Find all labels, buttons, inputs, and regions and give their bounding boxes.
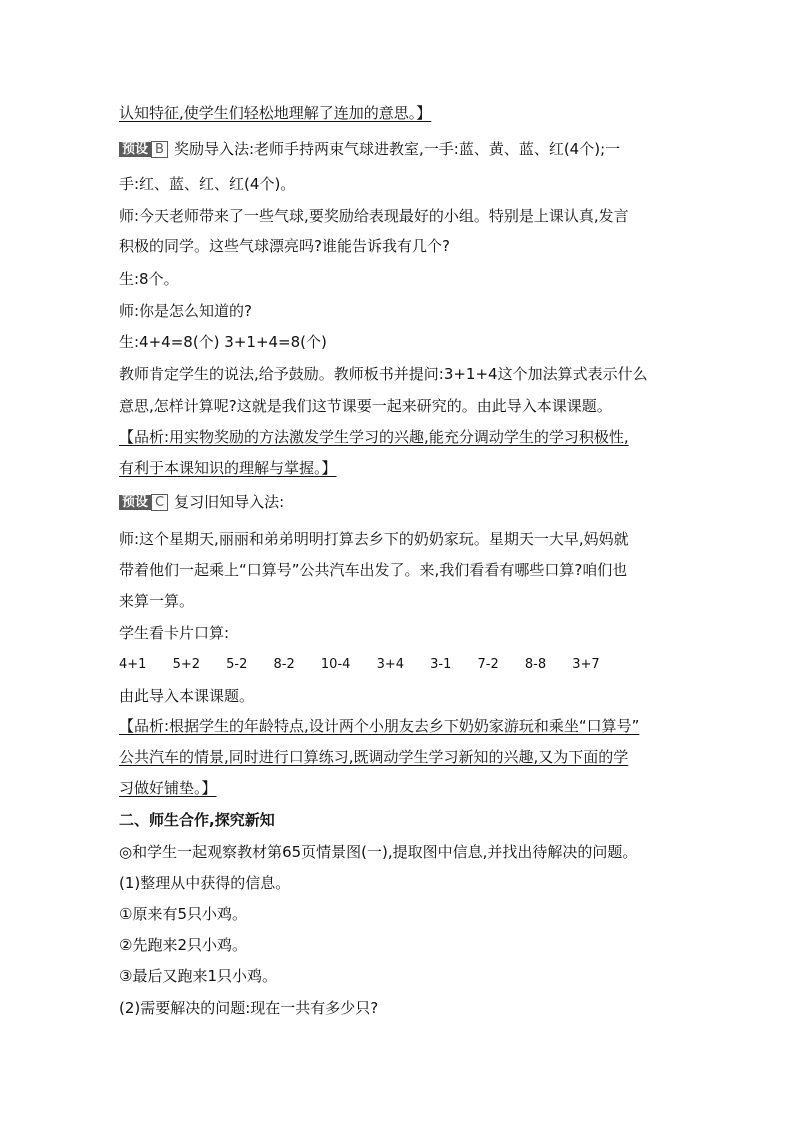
text-line: 意思,怎样计算呢?这就是我们这节课要一起来研究的。由此导入本课课题。: [119, 397, 612, 415]
preset-letter: C: [151, 494, 168, 511]
preset-b-badge: [119, 142, 168, 158]
text-line: (2)需要解决的问题:现在一共有多少只?: [119, 999, 379, 1017]
oral-math-item: 8-8: [524, 657, 547, 672]
text-line: 来算一算。: [119, 592, 195, 610]
text-line: 带着他们一起乘上“口算号”公共汽车出发了。来,我们看看有哪些口算?咱们也: [119, 561, 628, 579]
section-heading: 二、师生合作,探究新知: [119, 811, 275, 829]
text-line: 认知特征,使学生们轻松地理解了连加的意思。】: [119, 104, 432, 122]
text-line: 师:这个星期天,丽丽和弟弟明明打算去乡下的奶奶家玩。星期天一大早,妈妈就: [119, 530, 629, 548]
preset-label: 预设: [119, 142, 151, 157]
oral-math-item: 3+7: [572, 657, 600, 672]
oral-math-item: 5-2: [226, 657, 248, 672]
oral-math-item: 10-4: [320, 657, 351, 672]
analysis-line: 有利于本课知识的理解与掌握。】: [119, 459, 337, 477]
oral-math-item: 3-1: [430, 657, 452, 672]
text-line: 生:4+4=8(个) 3+1+4=8(个): [119, 333, 327, 351]
preset-c-line: [119, 492, 284, 512]
text-line: (1)整理从中获得的信息。: [119, 874, 291, 892]
text-line: 教师肯定学生的说法,给予鼓励。教师板书并提问:3+1+4这个加法算式表示什么: [119, 365, 648, 383]
text-line: ③最后又跑来1只小鸡。: [119, 967, 277, 985]
text-line: 师:今天老师带来了一些气球,要奖励给表现最好的小组。特别是上课认真,发言: [119, 207, 629, 225]
text-line: 手:红、蓝、红、红(4个)。: [119, 175, 296, 193]
analysis-line: 【品析:根据学生的年龄特点,设计两个小朋友去乡下奶奶家游玩和乘坐“口算号”: [119, 717, 640, 735]
text-line: ◎和学生一起观察教材第65页情景图(一),提取图中信息,并找出待解决的问题。: [119, 843, 638, 861]
text-line: 复习旧知导入法:: [174, 493, 285, 511]
oral-math-item: 5+2: [172, 657, 201, 672]
text-line: ②先跑来2只小鸡。: [119, 936, 247, 954]
text-line: 由此导入本课课题。: [119, 687, 255, 705]
preset-letter: B: [151, 141, 168, 158]
text-line: 师:你是怎么知道的?: [119, 302, 253, 320]
oral-math-item: 3+4: [376, 657, 404, 672]
analysis-line: 习做好铺垫。】: [119, 779, 217, 797]
oral-math-item: 7-2: [477, 657, 499, 672]
text-line: 生:8个。: [119, 270, 179, 288]
preset-label: 预设: [119, 495, 151, 510]
analysis-line: 公共汽车的情景,同时进行口算练习,既调动学生学习新知的兴趣,又为下面的学: [119, 748, 629, 766]
oral-math-item: 8-2: [273, 657, 295, 672]
preset-c-badge: [119, 495, 168, 511]
text-line: 积极的同学。这些气球漂亮吗?谁能告诉我有几个?: [119, 237, 450, 255]
text-line: 奖励导入法:老师手持两束气球进教室,一手:蓝、黄、蓝、红(4个);一: [173, 140, 621, 158]
oral-math-item: 4+1: [119, 657, 147, 672]
text-line: 学生看卡片口算:: [119, 624, 230, 642]
oral-math-list: [119, 655, 622, 675]
analysis-line: 【品析:用实物奖励的方法激发学生学习的兴趣,能充分调动学生的学习积极性,: [119, 428, 629, 446]
text-line: ①原来有5只小鸡。: [119, 905, 247, 923]
preset-b-line: [119, 139, 620, 159]
